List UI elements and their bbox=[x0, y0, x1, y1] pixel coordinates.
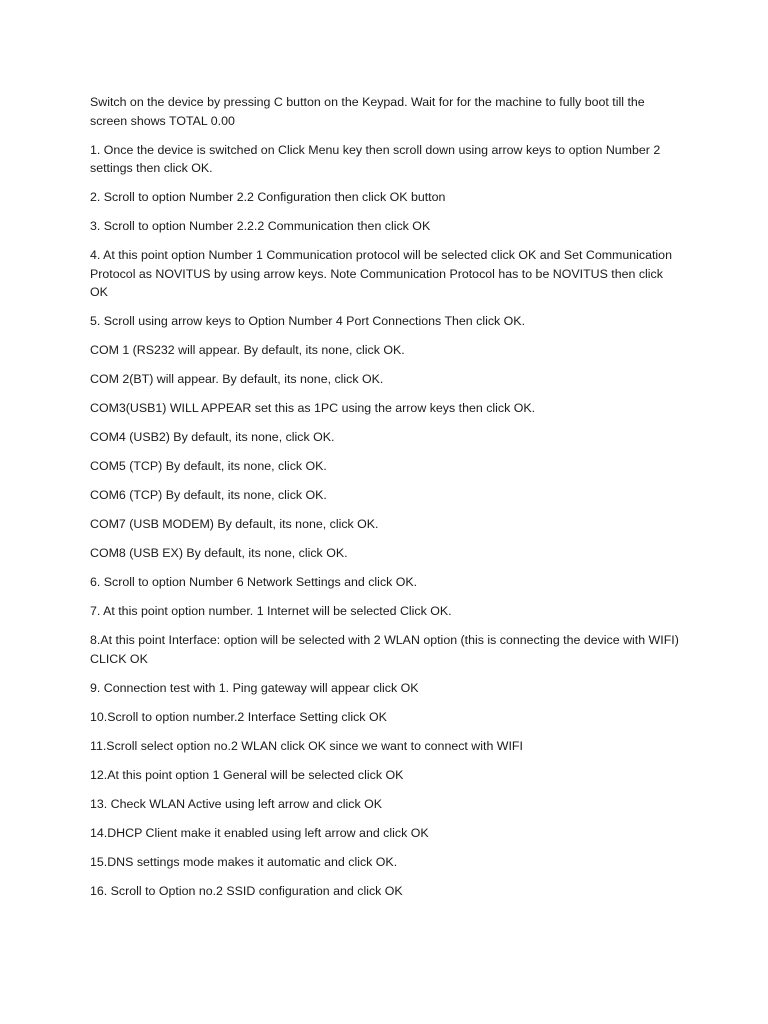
paragraph-step-8: 8.At this point Interface: option will be selected with 2 WLAN option (this is connecting the device with WIFI) CLICK OK bbox=[90, 633, 679, 666]
paragraph-step-4: 4. At this point option Number 1 Communication protocol will be selected click OK and Set Communication Protocol as NOVITUS by using arrow keys. Note Communication Protocol has to be NOVITUS then click OK bbox=[90, 248, 672, 299]
paragraph-com1: COM 1 (RS232 will appear. By default, its none, click OK. bbox=[90, 343, 405, 357]
paragraph-com6: COM6 (TCP) By default, its none, click OK. bbox=[90, 488, 327, 502]
paragraph-step-1: 1. Once the device is switched on Click Menu key then scroll down using arrow keys to option Number 2 settings then click OK. bbox=[90, 142, 661, 175]
paragraph-com5: COM5 (TCP) By default, its none, click OK. bbox=[90, 459, 327, 473]
paragraph-step-16: 16. Scroll to Option no.2 SSID configuration and click OK bbox=[90, 883, 403, 898]
paragraph-com8: COM8 (USB EX) By default, its none, click OK. bbox=[90, 546, 348, 560]
paragraph-step-12: 12.At this point option 1 General will be selected click OK bbox=[90, 767, 404, 782]
paragraph-step-13: 13. Check WLAN Active using left arrow and click OK bbox=[90, 796, 382, 811]
paragraph-step-2: 2. Scroll to option Number 2.2 Configuration then click OK button bbox=[90, 190, 446, 204]
paragraph-step-3: 3. Scroll to option Number 2.2.2 Communication then click OK bbox=[90, 219, 431, 233]
paragraph-com2: COM 2(BT) will appear. By default, its none, click OK. bbox=[90, 372, 384, 386]
paragraph-step-10: 10.Scroll to option number.2 Interface Setting click OK bbox=[90, 709, 387, 724]
paragraph-step-15: 15.DNS settings mode makes it automatic and click OK. bbox=[90, 854, 398, 869]
paragraph-step-5: 5. Scroll using arrow keys to Option Number 4 Port Connections Then click OK. bbox=[90, 314, 526, 328]
paragraph-step-9: 9. Connection test with 1. Ping gateway will appear click OK bbox=[90, 680, 419, 695]
paragraph-com4: COM4 (USB2) By default, its none, click OK. bbox=[90, 430, 335, 444]
paragraph-step-7: 7. At this point option number. 1 Internet will be selected Click OK. bbox=[90, 604, 452, 618]
paragraph-step-14: 14.DHCP Client make it enabled using left arrow and click OK bbox=[90, 825, 429, 840]
paragraph-step-11: 11.Scroll select option no.2 WLAN click OK since we want to connect with WIFI bbox=[90, 738, 523, 753]
paragraph-com3: COM3(USB1) WILL APPEAR set this as 1PC using the arrow keys then click OK. bbox=[90, 401, 536, 415]
paragraph-step-6: 6. Scroll to option Number 6 Network Settings and click OK. bbox=[90, 575, 418, 589]
document-body bbox=[90, 93, 680, 911]
paragraph-com7: COM7 (USB MODEM) By default, its none, click OK. bbox=[90, 517, 379, 531]
paragraph-intro: Switch on the device by pressing C button on the Keypad. Wait for for the machine to fully boot till the screen shows TOTAL 0.00 bbox=[90, 95, 645, 128]
